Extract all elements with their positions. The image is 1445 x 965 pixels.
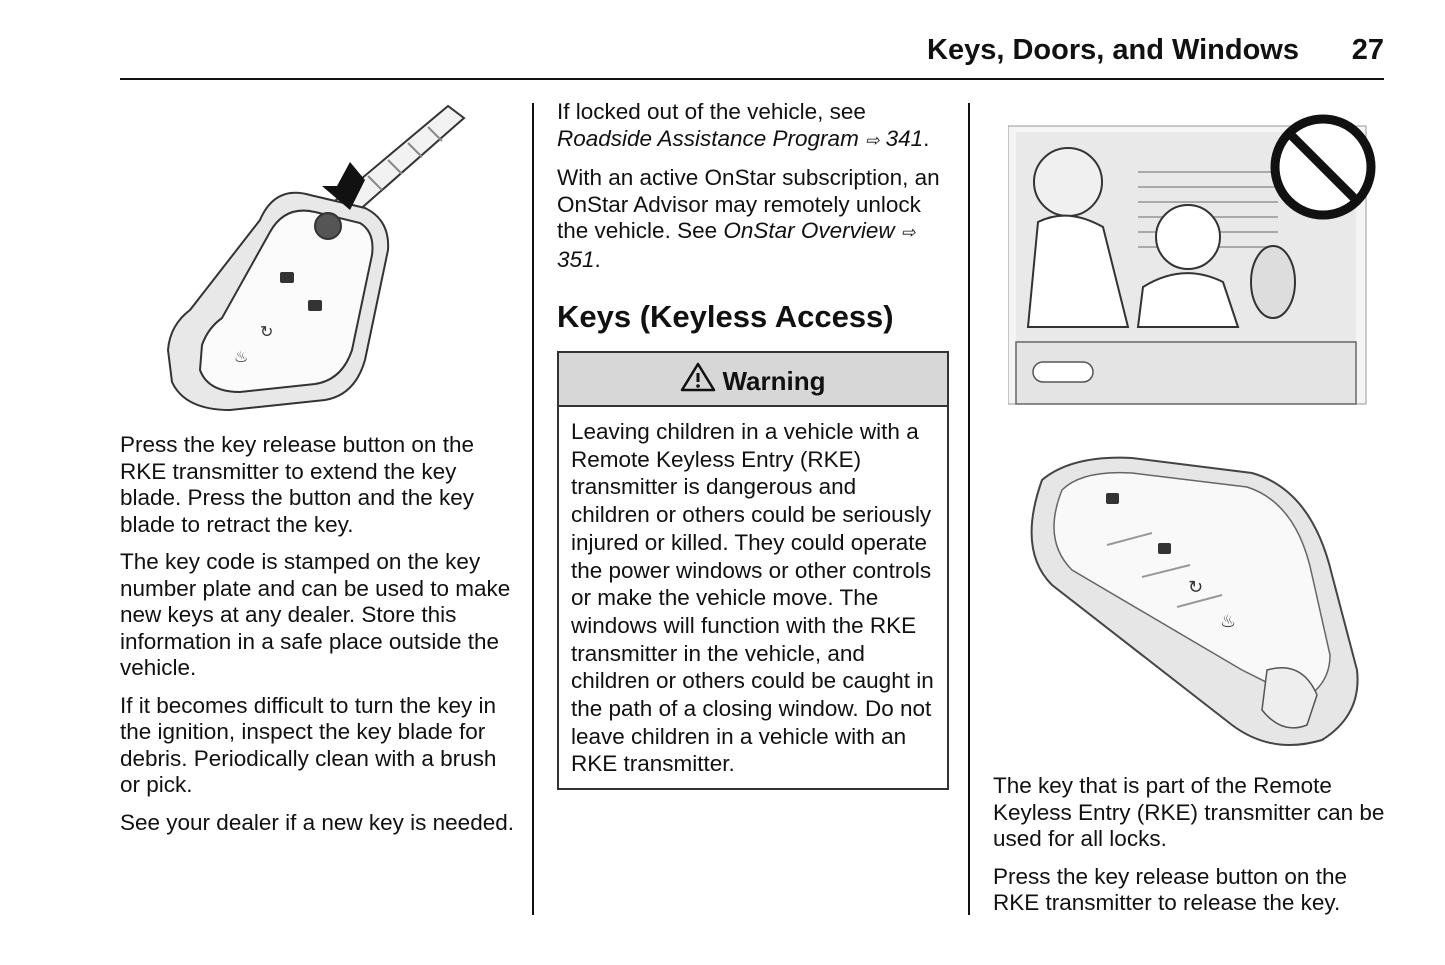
left-paragraph-2: The key code is stamped on the key number plate and can be used to make new keys at any dealer. Store this information in a safe place outside the vehicle. [120, 549, 511, 680]
lock-icon [1158, 543, 1171, 554]
page-number: 27 [1351, 34, 1384, 66]
lock-icon [308, 300, 322, 311]
page-reference-icon: ⇨ [865, 130, 880, 150]
column-divider-right [968, 103, 970, 915]
left-paragraph-4: See your dealer if a new key is needed. [120, 809, 514, 835]
column-divider-left [532, 103, 534, 915]
right-column [993, 773, 1388, 928]
page-reference-icon: ⇨ [900, 223, 916, 242]
middle-column [557, 99, 952, 790]
lockout-paragraph: If locked out of the vehicle, see Roadside Assistance Program ⇨ 341. [557, 99, 930, 151]
section-heading: Keys (Keyless Access) [557, 299, 894, 334]
lockout-text: If locked out of the vehicle, see [557, 99, 866, 124]
page-header [120, 30, 1384, 80]
children-in-car-illustration [1008, 112, 1378, 406]
section-title: Keys, Doors, and Windows [927, 34, 1299, 66]
warning-title: Warning [722, 366, 826, 396]
roadside-page-ref[interactable]: 341 [885, 125, 924, 151]
onstar-overview-link[interactable]: OnStar Overview [723, 218, 895, 243]
flip-key-illustration [160, 100, 480, 420]
warning-text: Leaving children in a vehicle with a Remote Keyless Entry (RKE) transmitter is dangerous and children or others could be seriously injured or killed. They could operate the power windows or other controls or make the vehicle move. The windows will function with the RKE transmitter in the vehicle, and children or others could be caught in the path of a closing window. Do not leave children in a vehicle with an RKE transmitter. [571, 419, 934, 777]
warning-header [559, 353, 947, 407]
left-column [120, 432, 515, 847]
roadside-assistance-link[interactable]: Roadside Assistance Program [557, 125, 859, 151]
remote-start-icon: ↻ [260, 322, 274, 341]
onstar-page-ref[interactable]: 351 [557, 246, 595, 272]
right-paragraph-2: Press the key release button on the RKE transmitter to release the key. [993, 863, 1347, 915]
left-paragraph-3: If it becomes difficult to turn the key in the ignition, inspect the key blade for debris. Periodically clean with a brush or pick. [120, 692, 497, 797]
unlock-icon [280, 272, 294, 283]
panic-alarm-icon: ♨ [234, 347, 249, 366]
prohibition-icon [1275, 119, 1371, 215]
remote-start-icon: ↻ [1188, 577, 1204, 598]
panic-alarm-icon: ♨ [1220, 611, 1237, 632]
unlock-icon [1106, 493, 1119, 504]
onstar-text: With an active OnStar subscription, an OnStar Advisor may remotely unlock the vehicle. See [557, 165, 940, 243]
left-paragraph-1: Press the key release button on the RKE transmitter to extend the key blade. Press the button and the key blade to retract the key. [120, 432, 474, 537]
warning-box [557, 351, 949, 790]
warning-triangle-icon [680, 362, 716, 392]
keyless-fob-illustration [1012, 455, 1362, 755]
right-paragraph-1: The key that is part of the Remote Keyless Entry (RKE) transmitter can be used for all locks. [993, 773, 1385, 851]
onstar-paragraph: With an active OnStar subscription, an OnStar Advisor may remotely unlock the vehicle. See OnStar Overview ⇨ 351. [557, 165, 940, 272]
